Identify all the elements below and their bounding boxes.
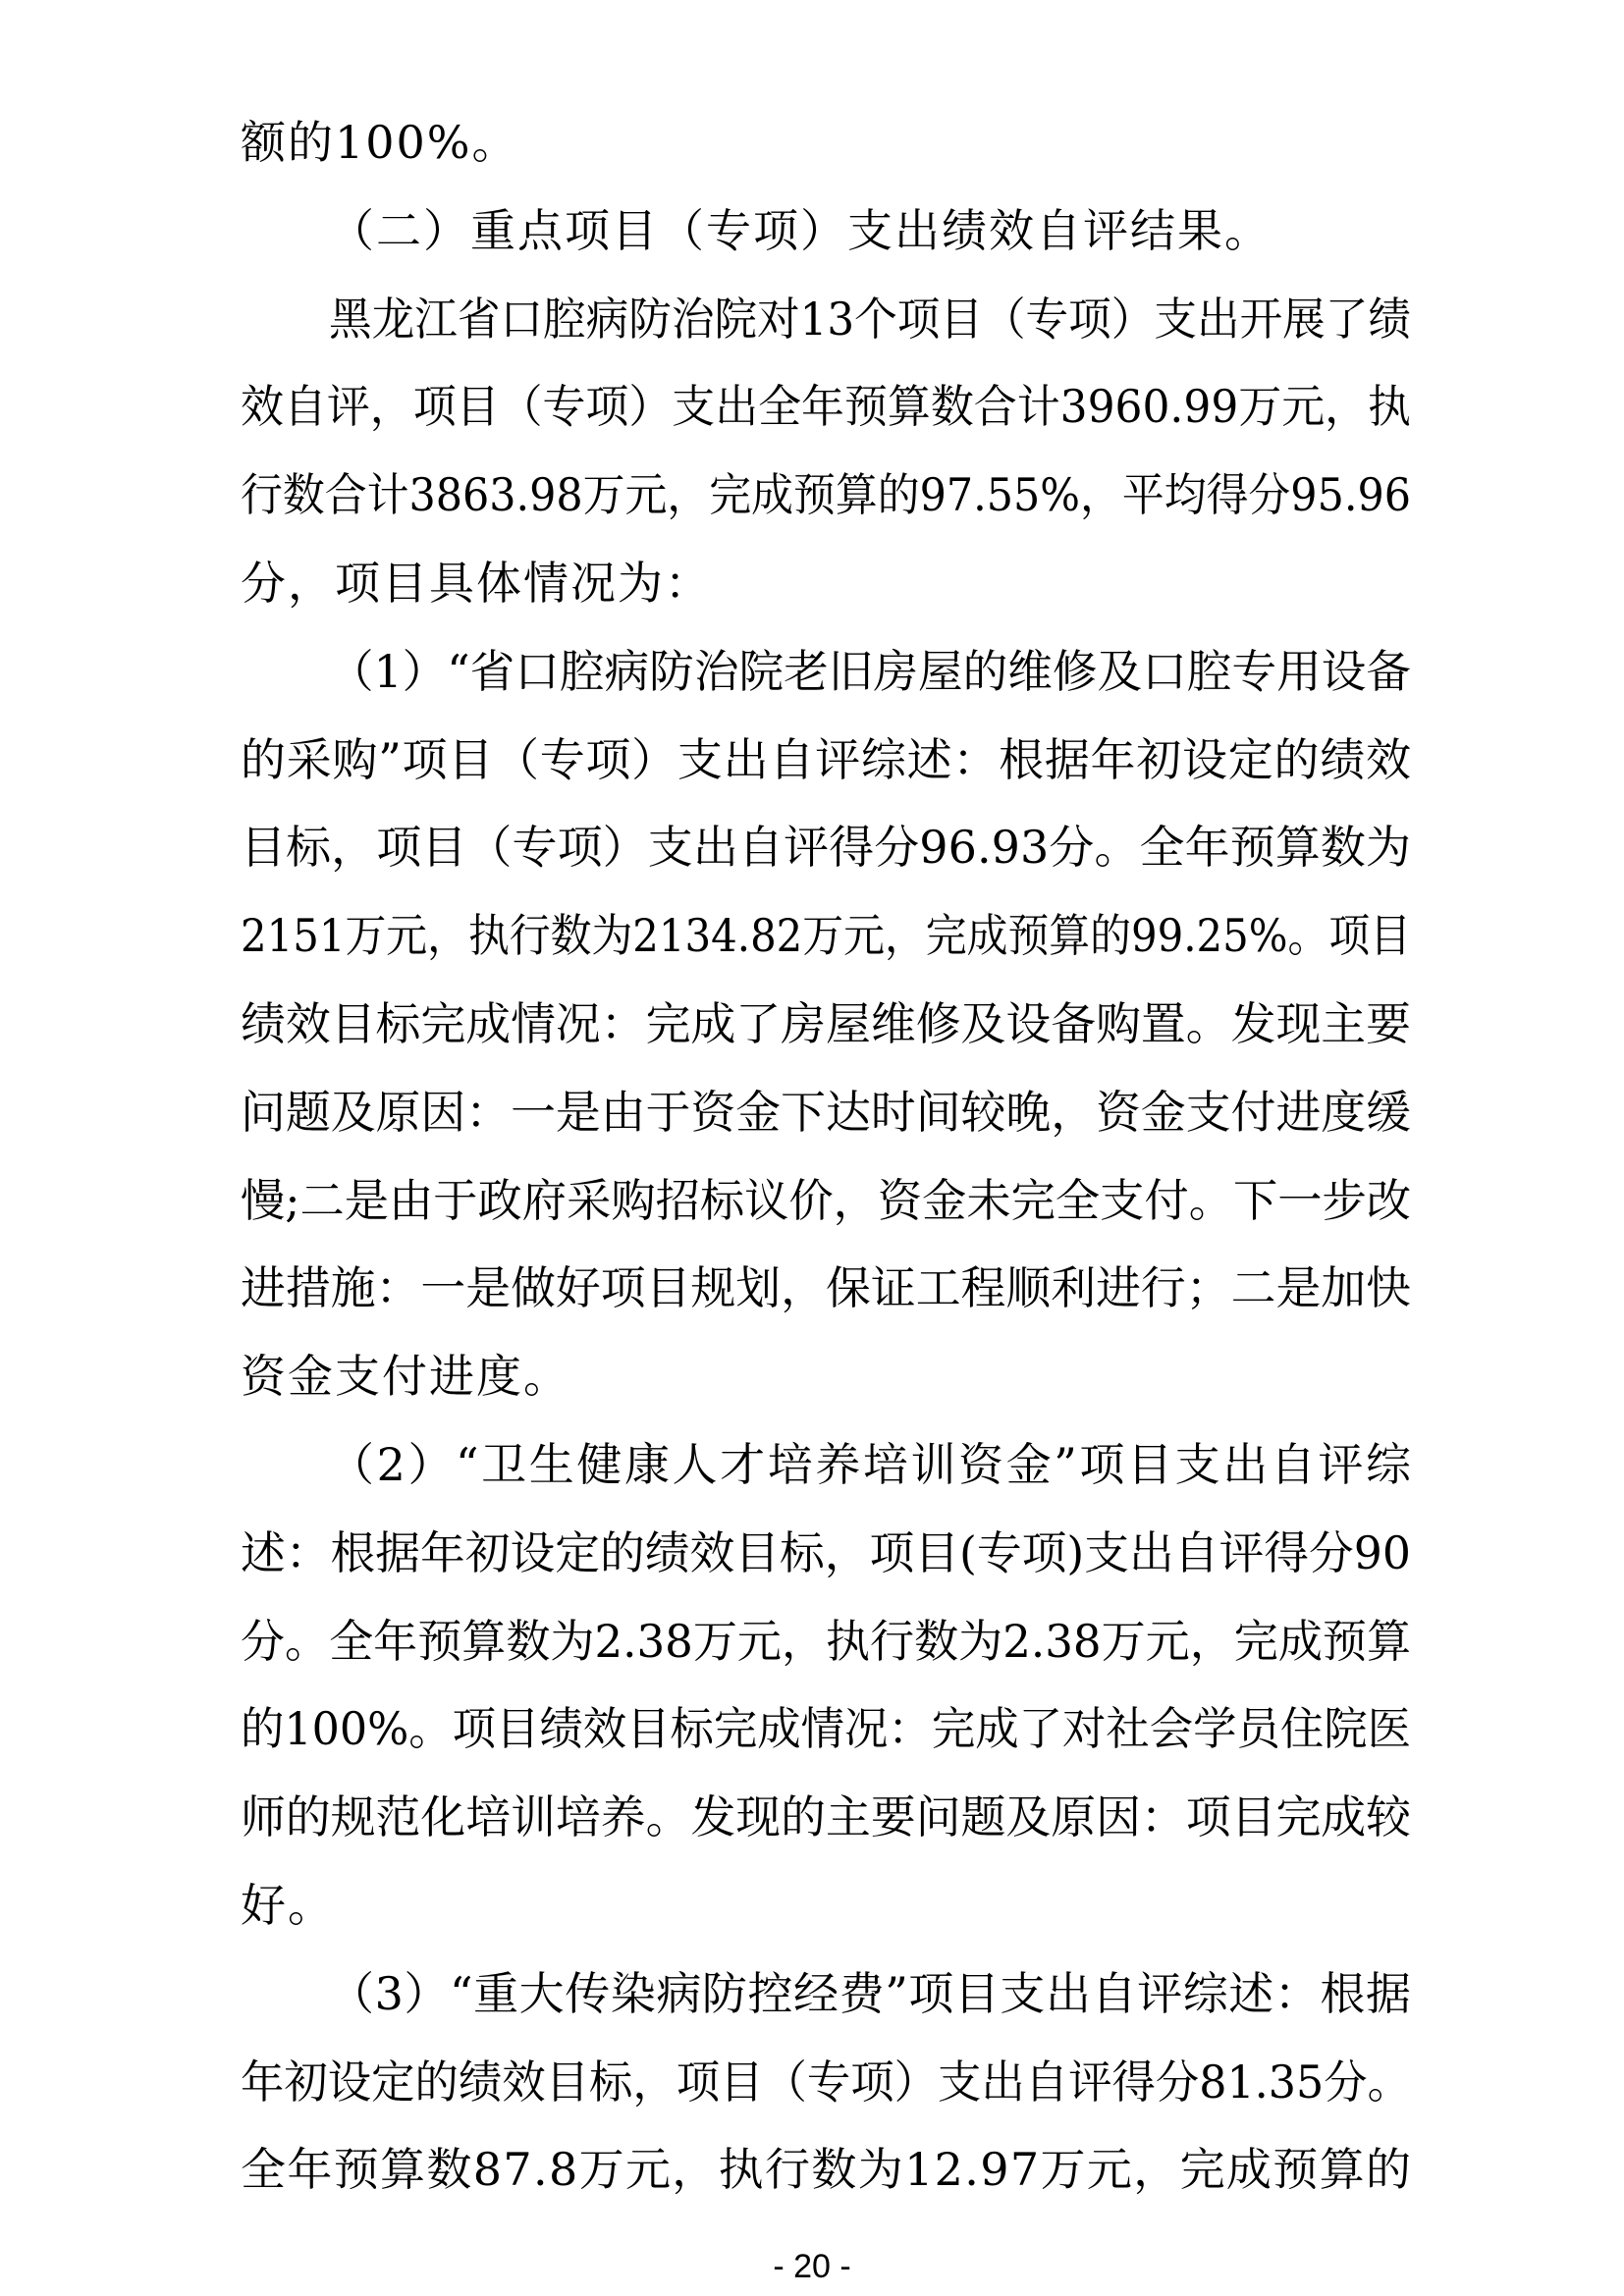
text-line: 述：根据年初设定的绩效目标，项目(专项)支出自评得分90 [241,1525,1411,1579]
text-line: 全年预算数87.8万元，执行数为12.97万元，完成预算的 [241,2143,1413,2197]
text-line: 的100%。项目绩效目标完成情况：完成了对社会学员住院医 [241,1702,1411,1756]
text-line: 2151万元，执行数为2134.82万元，完成预算的99.25%。项目 [241,909,1411,963]
body-text [241,99,1414,2215]
page-number: - 20 - [773,2248,851,2285]
text-line: 资金支付进度。 [241,1350,570,1404]
text-line: 分。全年预算数为2.38万元，执行数为2.38万元，完成预算 [241,1614,1411,1668]
text-line: 年初设定的绩效目标，项目（专项）支出自评得分81.35分。 [241,2055,1411,2109]
text-line: 绩效目标完成情况：完成了房屋维修及设备购置。发现主要 [241,996,1411,1050]
text-line: 好。 [241,1878,335,1932]
text-line: 效自评，项目（专项）支出全年预算数合计3960.99万元，执 [241,380,1411,434]
text-line: 额的100%。 [241,116,519,169]
text-line: （1）“省口腔病防治院老旧房屋的维修及口腔专用设备 [329,644,1411,698]
section-heading: （二）重点项目（专项）支出绩效自评结果。 [329,203,1272,257]
text-line: 慢;二是由于政府采购招标议价，资金未完全支付。下一步改 [241,1173,1411,1227]
text-line: 分，项目具体情况为： [241,556,712,610]
text-line: 的采购”项目（专项）支出自评综述：根据年初设定的绩效 [241,732,1412,786]
text-line: 行数合计3863.98万元，完成预算的97.55%，平均得分95.96 [241,468,1411,522]
text-line: 进措施：一是做好项目规划，保证工程顺利进行；二是加快 [241,1261,1411,1315]
text-line: 黑龙江省口腔病防治院对13个项目（专项）支出开展了绩 [329,292,1411,346]
text-line: 师的规范化培训培养。发现的主要问题及原因：项目完成较 [241,1790,1411,1844]
text-line: （3）“重大传染病防控经费”项目支出自评综述：根据 [329,1966,1412,2020]
text-line: 问题及原因：一是由于资金下达时间较晚，资金支付进度缓 [241,1085,1411,1139]
text-line: （2）“卫生健康人才培养培训资金”项目支出自评综 [329,1437,1414,1491]
text-line: 目标，项目（专项）支出自评得分96.93分。全年预算数为 [241,821,1412,875]
